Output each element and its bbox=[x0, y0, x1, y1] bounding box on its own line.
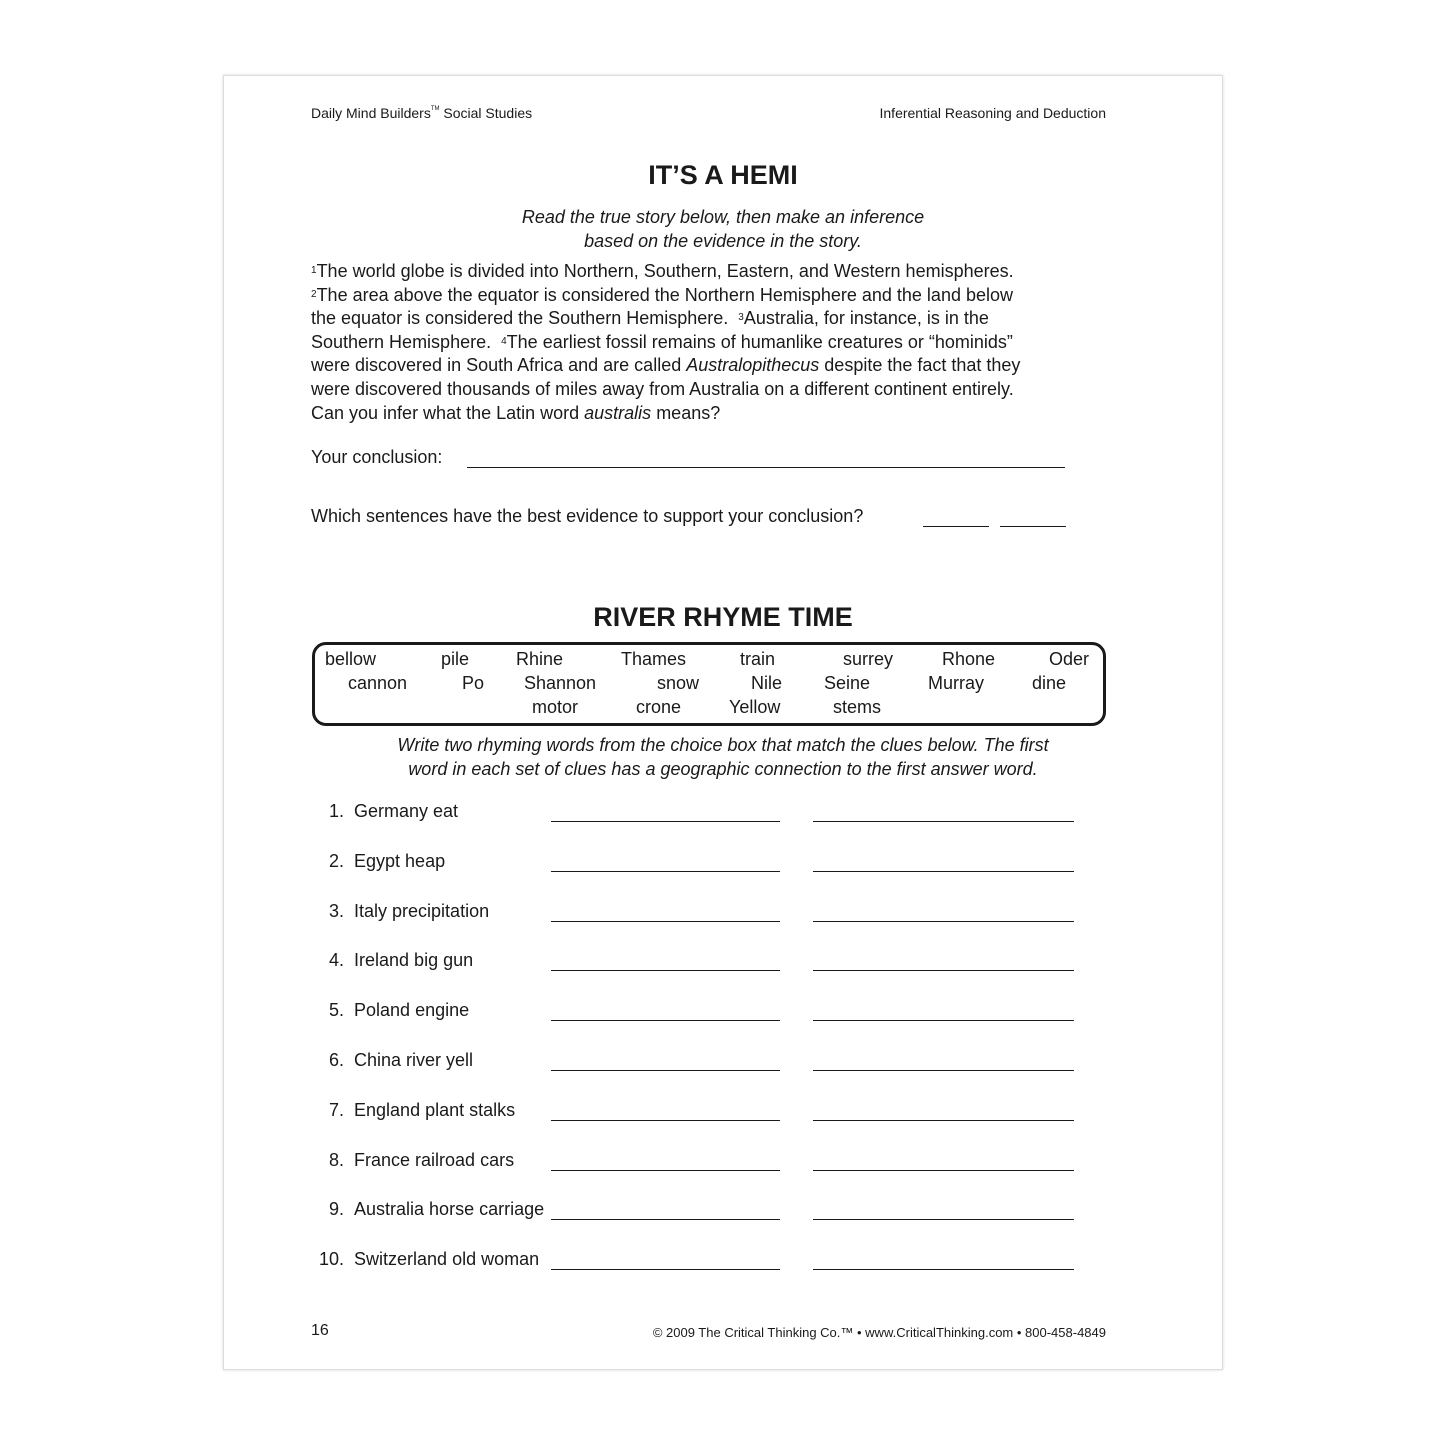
choice-word: cannon bbox=[348, 673, 408, 693]
clue-number: 6. bbox=[329, 1050, 345, 1070]
story-line bbox=[311, 307, 1101, 331]
answer-line-1[interactable] bbox=[551, 1269, 780, 1270]
choice-word: pile bbox=[441, 649, 470, 669]
answer-line-2[interactable] bbox=[813, 970, 1074, 971]
choice-word: Nile bbox=[751, 673, 783, 693]
choice-word: stems bbox=[833, 697, 882, 717]
clue-number: 5. bbox=[329, 1000, 345, 1021]
header-book-title bbox=[311, 105, 532, 121]
answer-line-2[interactable] bbox=[813, 1120, 1074, 1121]
story-text: the equator is considered the Southern Hemisphere. bbox=[311, 308, 739, 329]
story-text: The area above the equator is considered the Northern Hemisphere and the land below bbox=[316, 284, 1013, 305]
clue-number: 1. bbox=[329, 801, 345, 821]
choice-word: train bbox=[740, 649, 776, 669]
story-text: Australia, for instance, is in the bbox=[743, 308, 989, 329]
hemi-instruction-line2: based on the evidence in the story. bbox=[584, 231, 862, 251]
clue-label bbox=[329, 1000, 469, 1021]
rhyme-instruction-line1: Write two rhyming words from the choice box that match the clues below. The first bbox=[397, 735, 1049, 755]
answer-line-2[interactable] bbox=[813, 921, 1074, 922]
answer-line-2[interactable] bbox=[813, 1269, 1074, 1270]
story-text: were discovered in South Africa and are called bbox=[311, 355, 687, 376]
answer-line-1[interactable] bbox=[551, 1070, 780, 1071]
answer-line-1[interactable] bbox=[551, 821, 780, 822]
clue-text: France railroad cars bbox=[354, 1149, 515, 1170]
answer-line-1[interactable] bbox=[551, 1020, 780, 1021]
choice-word: Shannon bbox=[524, 673, 597, 693]
choice-word: motor bbox=[532, 697, 579, 717]
rhyme-instruction-line2: word in each set of clues has a geographic connection to the first answer word. bbox=[408, 759, 1038, 779]
clue-label bbox=[329, 851, 445, 872]
story-text: Southern Hemisphere. bbox=[311, 331, 502, 352]
answer-line-1[interactable] bbox=[551, 970, 780, 971]
clue-text: Egypt heap bbox=[354, 850, 446, 871]
story-text: despite the fact that they bbox=[819, 355, 1021, 376]
clue-text: Germany eat bbox=[354, 801, 459, 821]
italic-term: australis bbox=[584, 402, 652, 423]
story-text: means? bbox=[651, 402, 721, 423]
clue-number: 2. bbox=[329, 850, 345, 871]
clue-text: Ireland big gun bbox=[354, 950, 474, 971]
clue-number: 8. bbox=[329, 1149, 345, 1170]
sentence-number: 4 bbox=[501, 335, 507, 347]
section-title-river-rhyme: RIVER RHYME TIME bbox=[593, 602, 853, 632]
choice-word: Seine bbox=[824, 673, 871, 693]
header-skill-label: Inferential Reasoning and Deduction bbox=[879, 105, 1106, 121]
clue-text: Australia horse carriage bbox=[354, 1199, 545, 1220]
answer-line-1[interactable] bbox=[551, 1170, 780, 1171]
choice-word: snow bbox=[657, 673, 700, 693]
story-line bbox=[311, 331, 1101, 355]
story-line bbox=[311, 260, 1101, 284]
choice-word: Rhone bbox=[942, 649, 996, 669]
answer-line-2[interactable] bbox=[813, 821, 1074, 822]
answer-line-1[interactable] bbox=[551, 921, 780, 922]
choice-word: crone bbox=[636, 697, 682, 717]
story-line bbox=[311, 378, 1101, 402]
header-title-text: Daily Mind Builders bbox=[311, 105, 431, 121]
sentence-number: 2 bbox=[311, 288, 317, 300]
clue-text: Switzerland old woman bbox=[354, 1249, 540, 1270]
clue-label bbox=[329, 1199, 544, 1220]
clue-text: China river yell bbox=[354, 1050, 474, 1070]
answer-line-2[interactable] bbox=[813, 871, 1074, 872]
clue-label bbox=[329, 1100, 515, 1121]
story-paragraph bbox=[311, 260, 1101, 425]
clue-number: 9. bbox=[329, 1199, 345, 1220]
trademark-mark: TM bbox=[430, 106, 440, 112]
answer-line-2[interactable] bbox=[813, 1170, 1074, 1171]
clue-number: 10. bbox=[319, 1249, 345, 1270]
story-text: The world globe is divided into Northern, Southern, Eastern, and Western hemispheres. bbox=[316, 261, 1014, 281]
choice-word: Thames bbox=[621, 649, 687, 669]
choice-word: Murray bbox=[928, 673, 985, 693]
worksheet-page bbox=[223, 75, 1223, 1370]
clue-text: Poland engine bbox=[354, 1000, 470, 1021]
choice-word: Po bbox=[462, 673, 485, 693]
clue-text: England plant stalks bbox=[354, 1099, 516, 1120]
story-line bbox=[311, 354, 1101, 378]
clue-label bbox=[329, 950, 473, 971]
choice-word: Rhine bbox=[516, 649, 564, 669]
sentence-number: 3 bbox=[738, 312, 744, 324]
clue-number: 3. bbox=[329, 900, 345, 921]
evidence-question: Which sentences have the best evidence to support your conclusion? bbox=[311, 506, 864, 526]
story-text: The earliest fossil remains of humanlike creatures or “hominids” bbox=[506, 331, 1013, 352]
answer-line-2[interactable] bbox=[813, 1070, 1074, 1071]
conclusion-label: Your conclusion: bbox=[311, 447, 443, 467]
clue-label bbox=[329, 901, 489, 922]
choice-word: surrey bbox=[843, 649, 894, 669]
clue-number: 4. bbox=[329, 950, 345, 971]
answer-line-2[interactable] bbox=[813, 1020, 1074, 1021]
section-title-hemi: IT’S A HEMI bbox=[648, 160, 798, 190]
clue-label bbox=[319, 1249, 539, 1270]
evidence-answer-line-1[interactable] bbox=[923, 526, 989, 527]
clue-label bbox=[329, 801, 458, 822]
choice-word: Oder bbox=[1049, 649, 1090, 669]
story-line bbox=[311, 402, 1101, 426]
conclusion-answer-line[interactable] bbox=[467, 467, 1065, 468]
sentence-number: 1 bbox=[311, 265, 317, 276]
header-subject: Social Studies bbox=[439, 105, 533, 121]
page-number: 16 bbox=[311, 1322, 329, 1339]
italic-term: Australopithecus bbox=[686, 355, 820, 376]
evidence-answer-line-2[interactable] bbox=[1000, 526, 1066, 527]
answer-line-1[interactable] bbox=[551, 1219, 780, 1220]
choice-word: dine bbox=[1032, 673, 1067, 693]
story-line bbox=[311, 284, 1101, 308]
answer-line-1[interactable] bbox=[551, 1120, 780, 1121]
clue-text: Italy precipitation bbox=[354, 900, 490, 921]
answer-line-2[interactable] bbox=[813, 1219, 1074, 1220]
clue-label bbox=[329, 1150, 514, 1171]
clue-label bbox=[329, 1050, 473, 1071]
choice-word: Yellow bbox=[729, 697, 781, 717]
clue-number: 7. bbox=[329, 1099, 345, 1120]
copyright-line: © 2009 The Critical Thinking Co.™ • www.CriticalThinking.com • 800-458-4849 bbox=[652, 1325, 1106, 1340]
story-text: Can you infer what the Latin word bbox=[311, 402, 585, 423]
answer-line-1[interactable] bbox=[551, 871, 780, 872]
hemi-instruction-line1: Read the true story below, then make an inference bbox=[521, 207, 925, 227]
story-text: were discovered thousands of miles away from Australia on a different continent entirely. bbox=[311, 378, 1014, 399]
choice-word: bellow bbox=[325, 649, 377, 669]
